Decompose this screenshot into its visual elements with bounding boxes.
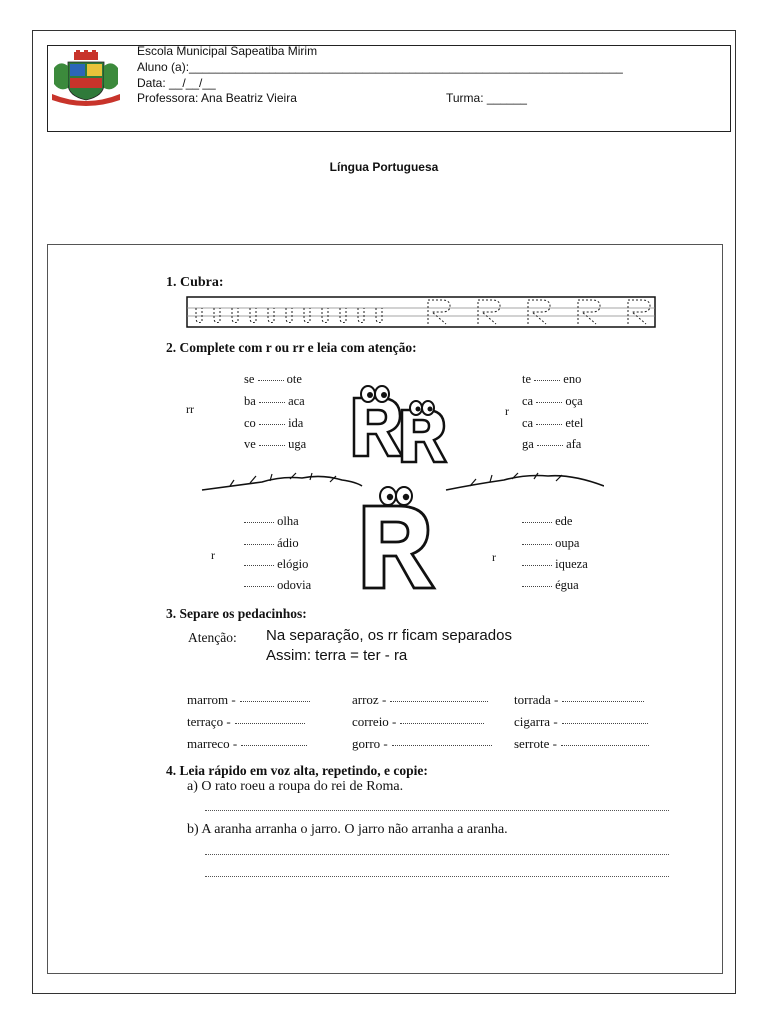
complete-word: oupa [522,536,579,551]
complete-word: égua [522,578,579,593]
attention-label: Atenção: [188,630,237,645]
complete-word: co ida [244,416,304,430]
cartoon-r-illustration [358,484,444,592]
complete-word: ca etel [522,416,584,430]
complete-word: te eno [522,372,582,386]
separate-item: arroz - [352,692,488,708]
separate-item: terraço - [187,714,305,730]
separation-rule: Na separação, os rr ficam separados [266,627,512,644]
class-field: Turma: ______ [446,91,527,105]
letter-r-label: r [505,404,509,418]
letter-r-label: r [211,548,215,562]
complete-word: ba aca [244,394,305,408]
separation-example: Assim: terra = ter - ra [266,647,408,664]
letter-rr-label: rr [186,402,194,416]
separate-item: gorro - [352,736,492,752]
copy-line [205,810,669,811]
complete-word: ádio [244,536,299,551]
complete-word: elógio [244,557,308,572]
subject-title: Língua Portuguesa [329,160,439,174]
question-3-title: 3. Separe os pedacinhos: [166,606,307,621]
sentence-a: a) O rato roeu a roupa do rei de Roma. [187,779,404,794]
separate-item: marreco - [187,736,307,752]
separate-item: cigarra - [514,714,648,730]
complete-word: se ote [244,372,302,386]
municipal-crest-logo [50,50,122,106]
question-4-title: 4. Leia rápido em voz alta, repetindo, e copie: [166,763,428,778]
separate-item: torrada - [514,692,644,708]
copy-line [205,876,669,877]
cartoon-rr-illustration [346,382,454,468]
student-name-field: Aluno (a):_________________________________________________________________ [137,60,623,74]
complete-word: olha [244,514,299,529]
separate-item: correio - [352,714,484,730]
separate-item: serrote - [514,736,649,752]
complete-word: ede [522,514,572,529]
tracing-strip [186,296,656,328]
letter-r-label: r [492,550,496,564]
complete-word: iqueza [522,557,588,572]
date-field: Data: __/__/__ [137,76,216,90]
sentence-b: b) A aranha arranha o jarro. O jarro não arranha a aranha. [187,822,508,837]
separate-item: marrom - [187,692,310,708]
teacher-name: Professora: Ana Beatriz Vieira [137,91,297,105]
school-name: Escola Municipal Sapeatiba Mirim [137,44,318,58]
complete-word: ve uga [244,437,307,451]
complete-word: ga afa [522,437,582,451]
copy-line [205,854,669,855]
question-1-title: 1. Cubra: [166,275,224,290]
question-2-title: 2. Complete com r ou rr e leia com atenção: [166,340,417,355]
complete-word: ca oça [522,394,583,408]
complete-word: odovia [244,578,311,593]
